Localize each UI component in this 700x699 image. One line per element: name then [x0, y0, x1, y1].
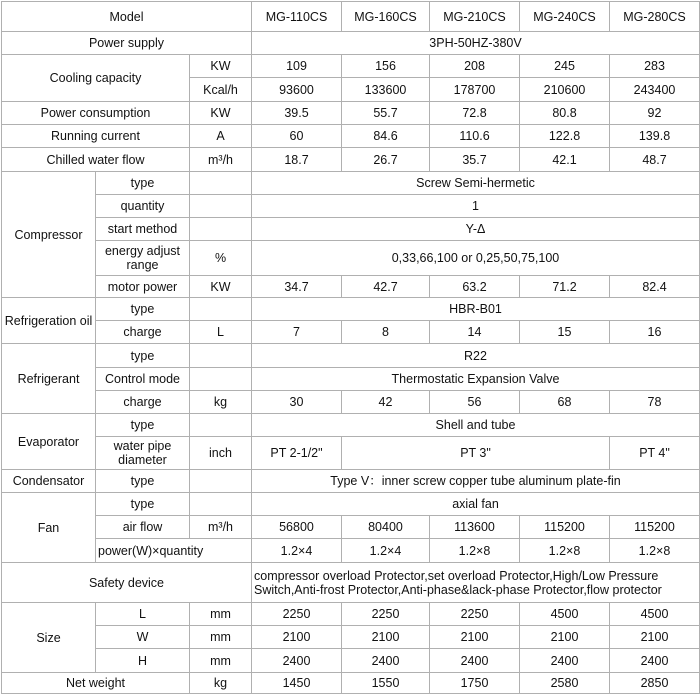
unit-cell: mm [190, 626, 252, 649]
value-cell: 1450 [252, 673, 342, 694]
refrigerant-label: Refrigerant [2, 344, 96, 414]
value-cell: 110.6 [430, 125, 520, 148]
fan-type-row [2, 493, 700, 516]
unit-cell [190, 368, 252, 391]
value-cell: 72.8 [430, 102, 520, 125]
value-cell: 2400 [342, 649, 430, 673]
value-cell: 109 [252, 55, 342, 78]
sub-label: water pipe diameter [96, 437, 190, 470]
value-cell: 42.7 [342, 276, 430, 298]
value-cell: 1550 [342, 673, 430, 694]
value-cell: 2250 [342, 603, 430, 626]
value-cell: 30 [252, 391, 342, 414]
chilled-water-flow-row [2, 148, 700, 172]
refrigerant-type-row [2, 344, 700, 368]
unit-cell: KW [190, 276, 252, 298]
value-cell: 2100 [520, 626, 610, 649]
unit-cell [190, 470, 252, 493]
value-cell: 1 [252, 195, 700, 218]
sub-label: type [96, 298, 190, 321]
value-cell: 156 [342, 55, 430, 78]
power-supply-row [2, 32, 700, 55]
sub-label: type [96, 493, 190, 516]
refrigeration-oil-label: Refrigeration oil [2, 298, 96, 344]
value-cell: 35.7 [430, 148, 520, 172]
value-cell: 2400 [610, 649, 700, 673]
value-cell: 55.7 [342, 102, 430, 125]
value-cell: axial fan [252, 493, 700, 516]
sub-label: type [96, 470, 190, 493]
condenser-row [2, 470, 700, 493]
evaporator-label: Evaporator [2, 414, 96, 470]
unit-cell [190, 195, 252, 218]
evaporator-type-row [2, 414, 700, 437]
value-cell: Shell and tube [252, 414, 700, 437]
sub-label: air flow [96, 516, 190, 539]
fan-power-quantity-row [2, 539, 700, 563]
value-cell: 4500 [520, 603, 610, 626]
model-name: MG-110CS [252, 2, 342, 32]
value-cell: 39.5 [252, 102, 342, 125]
value-cell: 1.2×8 [520, 539, 610, 563]
value-cell: 113600 [430, 516, 520, 539]
sub-label: Control mode [96, 368, 190, 391]
value-cell: 56800 [252, 516, 342, 539]
value-cell: Screw Semi-hermetic [252, 172, 700, 195]
sub-label: charge [96, 391, 190, 414]
unit-cell: % [190, 241, 252, 276]
header-row [2, 2, 700, 32]
value-cell: 1.2×8 [610, 539, 700, 563]
unit-cell [190, 218, 252, 241]
value-cell: HBR-B01 [252, 298, 700, 321]
value-cell: 139.8 [610, 125, 700, 148]
sub-label: type [96, 344, 190, 368]
value-cell: 2100 [252, 626, 342, 649]
unit-cell: kg [190, 391, 252, 414]
compressor-motor-power-row [2, 276, 700, 298]
value-cell: 2100 [342, 626, 430, 649]
refrigerant-control-mode-row [2, 368, 700, 391]
value-cell: 2100 [430, 626, 520, 649]
power-supply-value: 3PH-50HZ-380V [252, 32, 700, 55]
size-h-row [2, 649, 700, 673]
unit-cell: L [190, 321, 252, 344]
value-cell: Thermostatic Expansion Valve [252, 368, 700, 391]
value-cell: 48.7 [610, 148, 700, 172]
refrigeration-oil-type-row [2, 298, 700, 321]
value-cell: 115200 [520, 516, 610, 539]
unit-cell: kg [190, 673, 252, 694]
value-cell: 178700 [430, 78, 520, 102]
value-cell: 283 [610, 55, 700, 78]
cooling-capacity-label: Cooling capacity [2, 55, 190, 102]
value-cell: 115200 [610, 516, 700, 539]
power-consumption-row [2, 102, 700, 125]
value-cell: 92 [610, 102, 700, 125]
value-cell: R22 [252, 344, 700, 368]
unit-cell [190, 414, 252, 437]
value-cell: 80.8 [520, 102, 610, 125]
safety-device-line: Switch,Anti-frost Protector,Anti-phase&lack-phase Protector,flow protector [254, 582, 662, 597]
unit-cell: m³/h [190, 148, 252, 172]
model-name: MG-160CS [342, 2, 430, 32]
value-cell: 82.4 [610, 276, 700, 298]
sub-label: quantity [96, 195, 190, 218]
unit-cell: mm [190, 603, 252, 626]
value-cell: 4500 [610, 603, 700, 626]
value-cell: 93600 [252, 78, 342, 102]
sub-label: W [96, 626, 190, 649]
sub-label: energy adjust range [96, 241, 190, 276]
value-cell: 2400 [520, 649, 610, 673]
compressor-type-row [2, 172, 700, 195]
sub-label: type [96, 414, 190, 437]
value-cell: 2580 [520, 673, 610, 694]
value-cell: 63.2 [430, 276, 520, 298]
value-cell: 210600 [520, 78, 610, 102]
chilled-water-flow-label: Chilled water flow [2, 148, 190, 172]
value-cell: 243400 [610, 78, 700, 102]
refrigerant-charge-row [2, 391, 700, 414]
value-cell: PT 4" [610, 437, 700, 470]
compressor-start-method-row [2, 218, 700, 241]
value-cell: 84.6 [342, 125, 430, 148]
unit-cell: mm [190, 649, 252, 673]
value-cell: 2250 [430, 603, 520, 626]
unit-cell [190, 493, 252, 516]
size-w-row [2, 626, 700, 649]
evaporator-water-pipe-row [2, 437, 700, 470]
value-cell: 80400 [342, 516, 430, 539]
running-current-row [2, 125, 700, 148]
compressor-label: Compressor [2, 172, 96, 298]
value-cell: 26.7 [342, 148, 430, 172]
unit-cell: Kcal/h [190, 78, 252, 102]
size-label: Size [2, 603, 96, 673]
net-weight-label: Net weight [2, 673, 190, 694]
power-consumption-label: Power consumption [2, 102, 190, 125]
value-cell: 133600 [342, 78, 430, 102]
value-cell: 78 [610, 391, 700, 414]
compressor-energy-adjust-row [2, 241, 700, 276]
value-cell: 122.8 [520, 125, 610, 148]
value-cell: 2400 [430, 649, 520, 673]
sub-label: motor power [96, 276, 190, 298]
value-cell: Y-Δ [252, 218, 700, 241]
fan-label: Fan [2, 493, 96, 563]
value-cell: PT 2-1/2" [252, 437, 342, 470]
value-cell: 1.2×4 [342, 539, 430, 563]
safety-device-value [252, 563, 700, 603]
unit-cell: KW [190, 102, 252, 125]
value-cell: 8 [342, 321, 430, 344]
safety-device-row [2, 563, 700, 603]
value-cell: 16 [610, 321, 700, 344]
compressor-quantity-row [2, 195, 700, 218]
model-name: MG-280CS [610, 2, 700, 32]
value-cell: PT 3" [342, 437, 610, 470]
value-cell: 2250 [252, 603, 342, 626]
value-cell: 34.7 [252, 276, 342, 298]
power-supply-label: Power supply [2, 32, 252, 55]
value-cell: 2850 [610, 673, 700, 694]
model-name: MG-240CS [520, 2, 610, 32]
value-cell: 71.2 [520, 276, 610, 298]
sub-label: charge [96, 321, 190, 344]
model-name: MG-210CS [430, 2, 520, 32]
sub-label: start method [96, 218, 190, 241]
value-cell: 60 [252, 125, 342, 148]
value-cell: 208 [430, 55, 520, 78]
safety-device-label: Safety device [2, 563, 252, 603]
running-current-label: Running current [2, 125, 190, 148]
value-cell: 1750 [430, 673, 520, 694]
value-cell: Type V：inner screw copper tube aluminum plate-fin [252, 470, 700, 493]
value-cell: 42.1 [520, 148, 610, 172]
value-cell: 18.7 [252, 148, 342, 172]
cooling-capacity-kw-row [2, 55, 700, 78]
sub-label: L [96, 603, 190, 626]
value-cell: 56 [430, 391, 520, 414]
unit-cell: inch [190, 437, 252, 470]
unit-cell: m³/h [190, 516, 252, 539]
safety-device-line: compressor overload Protector,set overload Protector,High/Low Pressure [254, 568, 659, 583]
value-cell: 68 [520, 391, 610, 414]
sub-label: power(W)×quantity [96, 539, 252, 563]
unit-cell: KW [190, 55, 252, 78]
sub-label: H [96, 649, 190, 673]
value-cell: 2100 [610, 626, 700, 649]
net-weight-row [2, 673, 700, 694]
value-cell: 7 [252, 321, 342, 344]
unit-cell [190, 344, 252, 368]
model-header: Model [2, 2, 252, 32]
unit-cell [190, 298, 252, 321]
value-cell: 14 [430, 321, 520, 344]
sub-label: type [96, 172, 190, 195]
value-cell: 2400 [252, 649, 342, 673]
value-cell: 15 [520, 321, 610, 344]
fan-air-flow-row [2, 516, 700, 539]
refrigeration-oil-charge-row [2, 321, 700, 344]
value-cell: 0,33,66,100 or 0,25,50,75,100 [252, 241, 700, 276]
value-cell: 1.2×4 [252, 539, 342, 563]
value-cell: 245 [520, 55, 610, 78]
value-cell: 1.2×8 [430, 539, 520, 563]
spec-table [1, 1, 700, 694]
unit-cell [190, 172, 252, 195]
size-l-row [2, 603, 700, 626]
unit-cell: A [190, 125, 252, 148]
condenser-label: Condensator [2, 470, 96, 493]
value-cell: 42 [342, 391, 430, 414]
